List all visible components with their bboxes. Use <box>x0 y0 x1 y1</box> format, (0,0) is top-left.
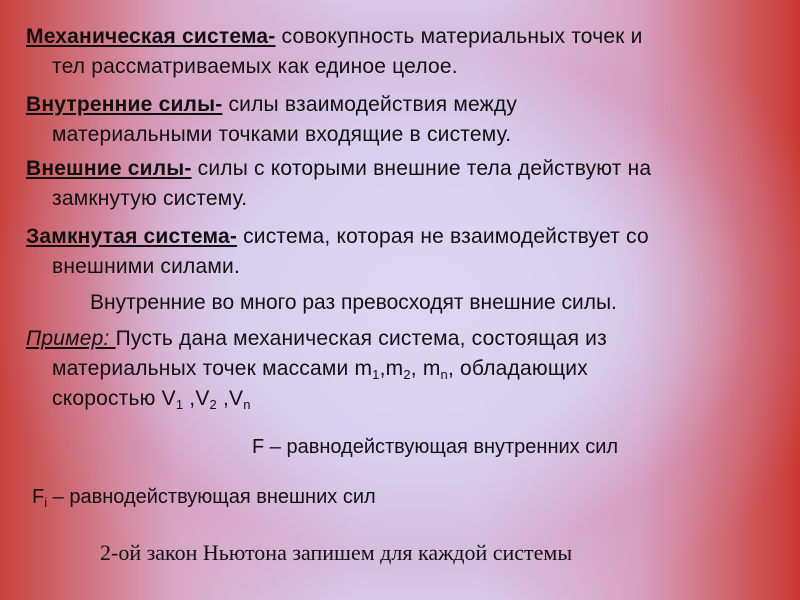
example-velocities <box>26 387 251 410</box>
definition-continuation: замкнутую систему. <box>52 187 248 210</box>
v-sub-n: n <box>243 397 251 412</box>
external-force-line <box>32 482 376 512</box>
sub-2: 2 <box>403 367 411 382</box>
sub-1: 1 <box>372 367 380 382</box>
definition-mechanical-system <box>26 22 786 82</box>
example-line1: Пусть дана механическая система, состоящая из <box>115 327 607 350</box>
definition-internal-forces <box>26 90 786 150</box>
external-force-text: – равнодействующая внешних сил <box>47 486 376 508</box>
masses-sep: , m <box>410 357 441 380</box>
velocities-sep: ,V <box>216 387 244 410</box>
newton-law-line: 2-ой закон Ньютона запишем для каждой системы <box>100 540 573 565</box>
term-internal-forces: Внутренние силы- <box>26 93 223 116</box>
definition-text: силы взаимодействия между <box>222 93 518 116</box>
v-sub-1: 1 <box>175 397 184 412</box>
definition-external-forces <box>26 154 786 214</box>
sub-n: n <box>440 367 448 382</box>
definition-continuation: материальными точками входящие в систему. <box>52 123 512 146</box>
force-sub-i: i <box>44 495 48 510</box>
masses-text: материальных точек массами m <box>52 357 373 380</box>
term-mechanical-system: Механическая система- <box>26 25 276 48</box>
note-forces: Внутренние во много раз превосходят внешние силы. <box>90 291 617 314</box>
definition-text: совокупность материальных точек и <box>275 25 643 48</box>
definition-text: система, которая не взаимодействует со <box>237 225 649 248</box>
definition-continuation: внешними силами. <box>52 255 240 278</box>
masses-tail: , обладающих <box>447 357 588 380</box>
force-symbol: F <box>32 486 45 508</box>
example-label: Пример: <box>26 327 116 350</box>
masses-sep: ,m <box>379 357 404 380</box>
example-masses <box>26 357 588 380</box>
v-sub-2: 2 <box>209 397 217 412</box>
internal-force-line: F – равнодействующая внутренних сил <box>252 436 619 458</box>
example-block <box>26 324 786 414</box>
term-external-forces: Внешние силы- <box>26 157 192 180</box>
definition-closed-system <box>26 222 786 282</box>
definition-text: силы с которыми внешние тела действуют на <box>191 157 652 180</box>
velocities-sep: ,V <box>183 387 210 410</box>
velocities-text: скоростью V <box>52 387 176 410</box>
term-closed-system: Замкнутая система- <box>26 225 238 248</box>
definition-continuation: тел рассматриваемых как единое целое. <box>52 55 458 78</box>
